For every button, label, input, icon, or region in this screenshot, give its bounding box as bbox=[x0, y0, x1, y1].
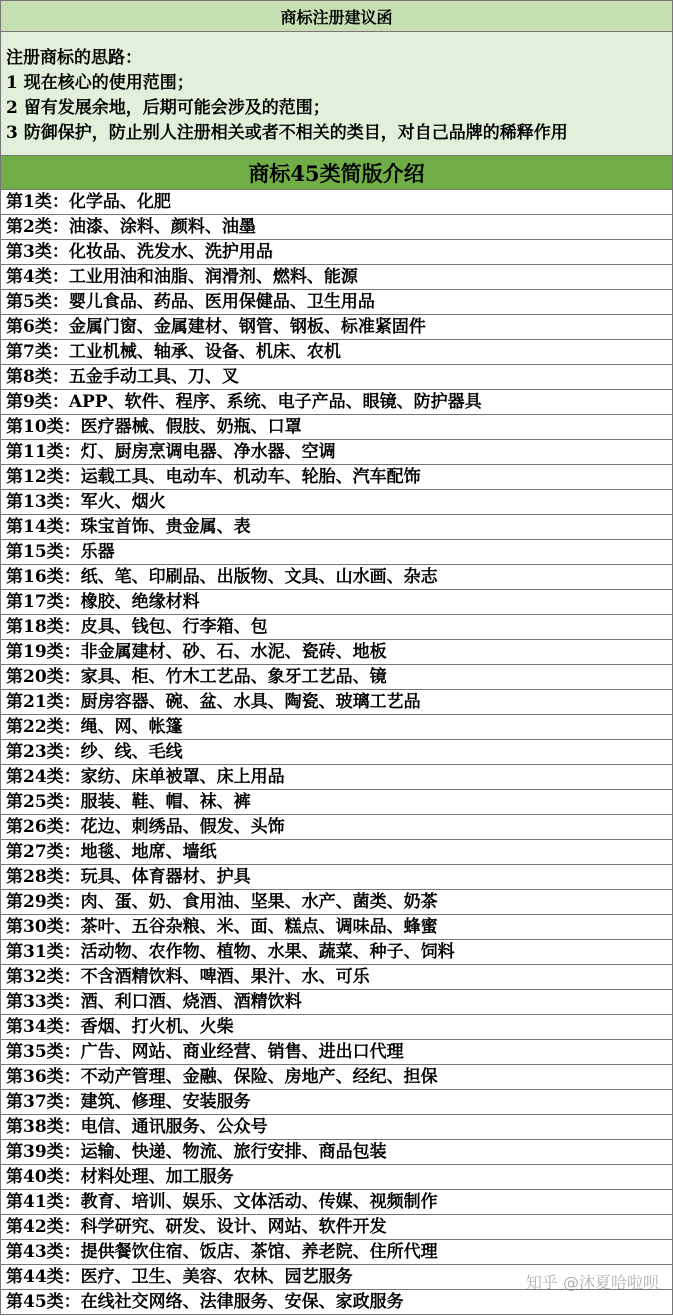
class-row: 第32类：不含酒精饮料、啤酒、果汁、水、可乐 bbox=[1, 965, 672, 990]
class-row: 第28类：玩具、体育器材、护具 bbox=[1, 865, 672, 890]
class-row: 第19类：非金属建材、砂、石、水泥、瓷砖、地板 bbox=[1, 640, 672, 665]
class-row: 第12类：运载工具、电动车、机动车、轮胎、汽车配饰 bbox=[1, 465, 672, 490]
notes-heading: 注册商标的思路： bbox=[6, 48, 142, 68]
notes-item: 3 防御保护，防止别人注册相关或者不相关的类目，对自己品牌的稀释作用 bbox=[6, 123, 568, 143]
class-row: 第23类：纱、线、毛线 bbox=[1, 740, 672, 765]
class-row: 第29类：肉、蛋、奶、食用油、坚果、水产、菌类、奶茶 bbox=[1, 890, 672, 915]
class-row: 第45类：在线社交网络、法律服务、安保、家政服务 bbox=[1, 1290, 672, 1315]
class-row: 第2类：油漆、涂料、颜料、油墨 bbox=[1, 215, 672, 240]
class-row: 第1类：化学品、化肥 bbox=[1, 190, 672, 215]
class-row: 第4类：工业用油和油脂、润滑剂、燃料、能源 bbox=[1, 265, 672, 290]
class-row: 第40类：材料处理、加工服务 bbox=[1, 1165, 672, 1190]
class-row: 第30类：茶叶、五谷杂粮、米、面、糕点、调味品、蜂蜜 bbox=[1, 915, 672, 940]
class-row: 第13类：军火、烟火 bbox=[1, 490, 672, 515]
class-row: 第39类：运输、快递、物流、旅行安排、商品包装 bbox=[1, 1140, 672, 1165]
class-list bbox=[1, 190, 672, 1315]
class-row: 第21类：厨房容器、碗、盆、水具、陶瓷、玻璃工艺品 bbox=[1, 690, 672, 715]
class-row: 第38类：电信、通讯服务、公众号 bbox=[1, 1115, 672, 1140]
class-row: 第14类：珠宝首饰、贵金属、表 bbox=[1, 515, 672, 540]
class-row: 第36类：不动产管理、金融、保险、房地产、经纪、担保 bbox=[1, 1065, 672, 1090]
section-title: 商标45类简版介绍 bbox=[1, 156, 672, 190]
class-row: 第42类：科学研究、研发、设计、网站、软件开发 bbox=[1, 1215, 672, 1240]
class-row: 第11类：灯、厨房烹调电器、净水器、空调 bbox=[1, 440, 672, 465]
class-row: 第41类：教育、培训、娱乐、文体活动、传媒、视频制作 bbox=[1, 1190, 672, 1215]
class-row: 第44类：医疗、卫生、美容、农林、园艺服务 bbox=[1, 1265, 672, 1290]
class-row: 第26类：花边、刺绣品、假发、头饰 bbox=[1, 815, 672, 840]
class-row: 第17类：橡胶、绝缘材料 bbox=[1, 590, 672, 615]
class-row: 第20类：家具、柜、竹木工艺品、象牙工艺品、镜 bbox=[1, 665, 672, 690]
sheet-title: 商标注册建议函 bbox=[1, 0, 672, 32]
notes-item: 2 留有发展余地，后期可能会涉及的范围； bbox=[6, 98, 330, 118]
class-row: 第18类：皮具、钱包、行李箱、包 bbox=[1, 615, 672, 640]
class-row: 第24类：家纺、床单被罩、床上用品 bbox=[1, 765, 672, 790]
class-row: 第27类：地毯、地席、墙纸 bbox=[1, 840, 672, 865]
class-row: 第9类：APP、软件、程序、系统、电子产品、眼镜、防护器具 bbox=[1, 390, 672, 415]
class-row: 第5类：婴儿食品、药品、医用保健品、卫生用品 bbox=[1, 290, 672, 315]
watermark: 知乎 @沐夏哈啦呗 bbox=[525, 1273, 659, 1292]
class-row: 第35类：广告、网站、商业经营、销售、进出口代理 bbox=[1, 1040, 672, 1065]
class-row: 第8类：五金手动工具、刀、叉 bbox=[1, 365, 672, 390]
class-row: 第37类：建筑、修理、安装服务 bbox=[1, 1090, 672, 1115]
class-row: 第34类：香烟、打火机、火柴 bbox=[1, 1015, 672, 1040]
class-row: 第6类：金属门窗、金属建材、钢管、钢板、标准紧固件 bbox=[1, 315, 672, 340]
class-row: 第10类：医疗器械、假肢、奶瓶、口罩 bbox=[1, 415, 672, 440]
class-row: 第15类：乐器 bbox=[1, 540, 672, 565]
class-row: 第25类：服装、鞋、帽、袜、裤 bbox=[1, 790, 672, 815]
class-row: 第31类：活动物、农作物、植物、水果、蔬菜、种子、饲料 bbox=[1, 940, 672, 965]
registration-notes bbox=[1, 32, 672, 156]
notes-item: 1 现在核心的使用范围； bbox=[6, 73, 194, 93]
class-row: 第16类：纸、笔、印刷品、出版物、文具、山水画、杂志 bbox=[1, 565, 672, 590]
class-row: 第43类：提供餐饮住宿、饭店、茶馆、养老院、住所代理 bbox=[1, 1240, 672, 1265]
class-row: 第7类：工业机械、轴承、设备、机床、农机 bbox=[1, 340, 672, 365]
class-row: 第22类：绳、网、帐篷 bbox=[1, 715, 672, 740]
class-row: 第33类：酒、利口酒、烧酒、酒精饮料 bbox=[1, 990, 672, 1015]
class-row: 第3类：化妆品、洗发水、洗护用品 bbox=[1, 240, 672, 265]
